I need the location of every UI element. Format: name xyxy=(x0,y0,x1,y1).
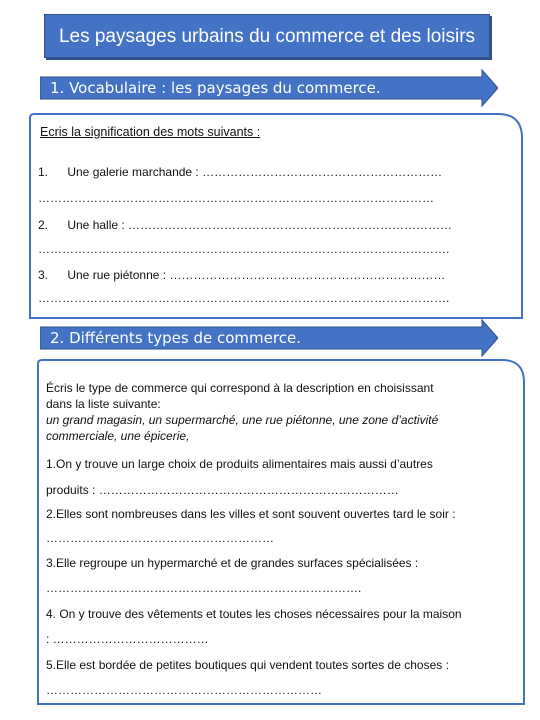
question-1-answer: produits : ………………………………………………………………… xyxy=(46,483,399,497)
question-1-text: 1.On y trouve un large choix de produits alimentaires mais aussi d’autres xyxy=(46,457,433,471)
section1-panel xyxy=(28,112,524,320)
vocab-item-2-label: Une halle : ……………………………………………………………………… xyxy=(67,218,453,232)
section2-panel xyxy=(36,358,526,706)
section2-instruction-1: Écris le type de commerce qui correspond à la description en choisissant xyxy=(46,381,434,395)
section1-heading: 1. Vocabulaire : les paysages du commerce. xyxy=(50,79,381,97)
question-4-answer: : ………………………………… xyxy=(46,632,209,646)
section2-instruction-2: dans la liste suivante: xyxy=(46,397,161,411)
vocab-item-3-num: 3. xyxy=(38,268,49,282)
vocab-item-1 xyxy=(38,164,442,180)
question-3-answer: ……………………………………………………………………. xyxy=(46,581,362,595)
vocab-item-3 xyxy=(38,267,445,283)
section2-heading-arrow xyxy=(40,318,498,358)
vocab-item-3-answer-line: …………………………………………………………………………………………. xyxy=(38,291,450,305)
section2-list-2: commerciale, une épicerie, xyxy=(46,429,190,443)
section1-instruction: Ecris la signification des mots suivants : xyxy=(40,125,261,139)
question-2-text: 2.Elles sont nombreuses dans les villes et sont souvent ouvertes tard le soir : xyxy=(46,507,456,521)
section2-heading: 2. Différents types de commerce. xyxy=(50,329,301,347)
vocab-item-1-label: Une galerie marchande : …………………………………………………… xyxy=(67,165,443,179)
question-5-answer: …………………………………………………………… xyxy=(46,683,322,697)
vocab-item-1-answer-line: ……………………………………………………………………………………… xyxy=(38,191,434,205)
vocab-item-2 xyxy=(38,217,452,233)
vocab-item-2-num: 2. xyxy=(38,218,49,232)
question-3-text: 3.Elle regroupe un hypermarché et de grandes surfaces spécialisées : xyxy=(46,556,419,570)
page-title-box xyxy=(44,14,490,58)
question-4-text: 4. On y trouve des vêtements et toutes les choses nécessaires pour la maison xyxy=(46,607,462,621)
question-5-text: 5.Elle est bordée de petites boutiques qui vendent toutes sortes de choses : xyxy=(46,658,449,672)
section2-list-1: un grand magasin, un supermarché, une rue piétonne, une zone d’activité xyxy=(46,413,439,427)
vocab-item-1-num: 1. xyxy=(38,165,49,179)
vocab-item-3-label: Une rue piétonne : …………………………………………………………… xyxy=(67,268,446,282)
section1-heading-arrow xyxy=(40,68,498,108)
page-title: Les paysages urbains du commerce et des loisirs xyxy=(58,26,476,47)
vocab-item-2-answer-line: …………………………………………………………………………………………. xyxy=(38,242,450,256)
question-2-answer: ………………………………………………… xyxy=(46,531,274,545)
